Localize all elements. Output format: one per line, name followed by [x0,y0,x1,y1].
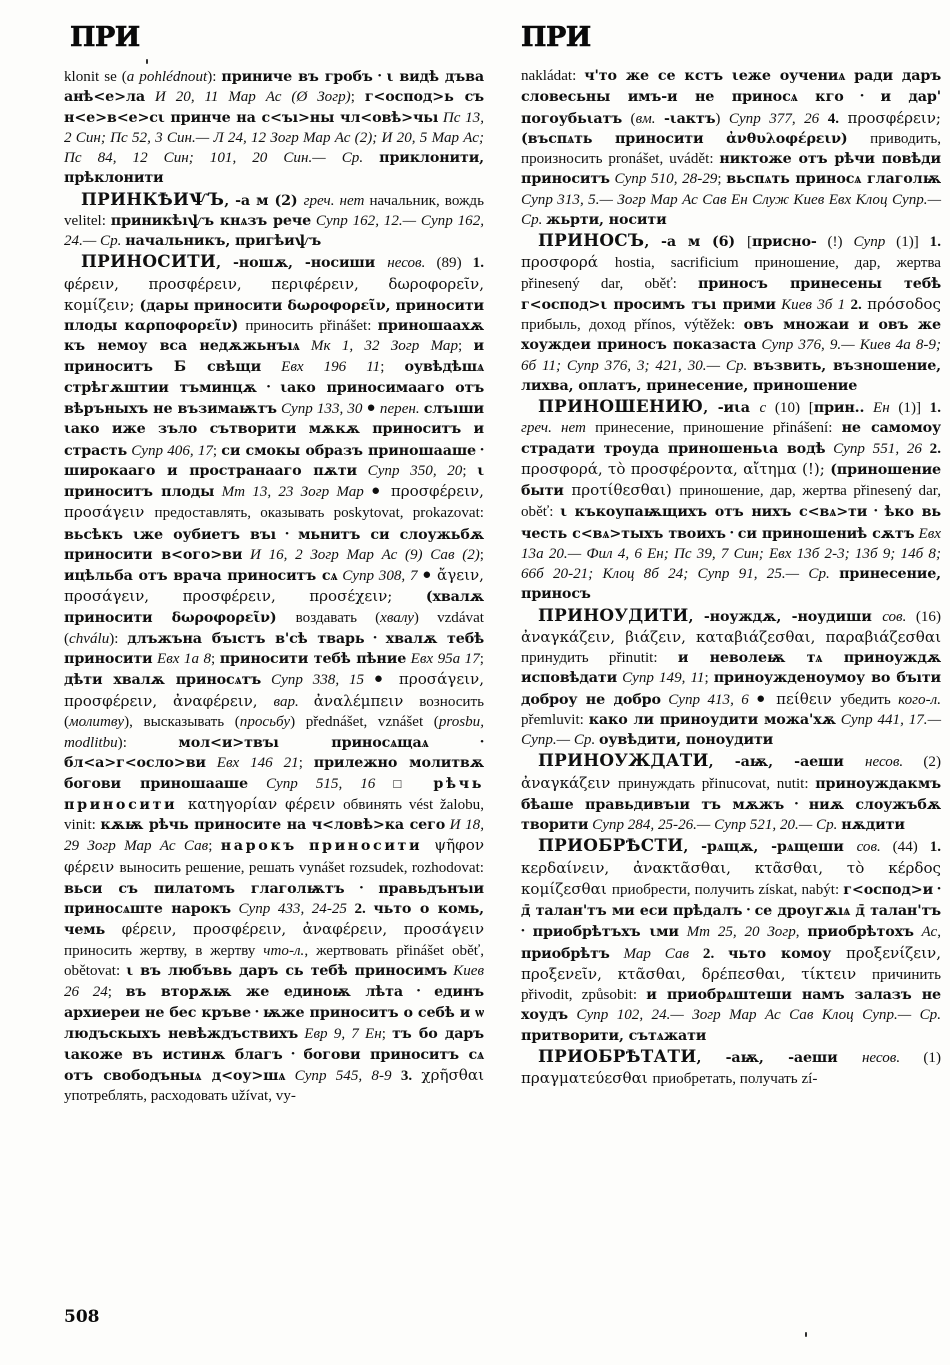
gloss-russian: принудить [521,650,609,666]
ocs-citation: приносити тебѣ пѣние [219,651,407,667]
gloss-russian: обвинять [343,796,409,813]
source-siglum: И 18, 29 Зогр Мар Ас Сав [64,817,484,855]
grammar-forms: , -иιа [703,400,760,416]
ocs-variant: приобрѣтъ [521,945,610,962]
gloss-czech: vzdávat (chválu): [64,609,484,647]
ocs-citation: приноуждаκмъ бѣаше правьдивъıи тъ мѫжъ [521,775,941,813]
source-siglum: Мар Сав [623,945,690,962]
gloss-czech: užívat, vy- [231,1088,296,1105]
part-of-speech: несов. [387,255,426,272]
sense-marker-filled-circle: ● [756,690,769,707]
source-siglum: Супр 350, 20 [367,462,463,479]
gloss-russian: прибыль, доход [521,317,635,333]
ocs-citation: бл<а>г<осло>ви [64,755,206,772]
cross-reference: начальникъ, пригѣиѱъ [125,233,322,249]
ocs-citation: мьнитъ си слоужьбѫ приносити в<ого>ви [64,526,484,563]
separator-dot: • [373,631,377,644]
ocs-citation: широкааго и пространааго пѫти [64,462,357,479]
source-siglum: Супр 284, 25-26.— Супр 521, 20.— Ср. [592,817,838,833]
grammar-forms: , -рѧщѫ, -рѧщеши [683,839,857,856]
headword: ПРИОБРѢСТИ [538,835,684,856]
attestation-count: (16) [906,608,941,625]
subentry-phrase: рѣчь приносити [64,775,485,813]
ocs-citation: си смокы образъ приношааше [221,442,476,459]
sense-number: 2. [354,901,366,917]
part-of-speech: сов. [882,608,907,625]
ocs-citation: приношаахѫ къ немоу вса недѫжьнъıѧ [64,318,485,355]
gloss-czech: pronášet, uvádět: [608,151,720,167]
ocs-variant: приобрѣтохъ [807,924,914,941]
gloss-czech: vést žalobu, vinit: [64,796,484,833]
source-siglum: Ас [921,924,938,941]
part-of-speech: с [759,400,767,416]
ocs-citation: приобрѣтъхъ ιми [532,924,679,941]
ocs-citation: кѫѭ рѣчь приносите на ч<ловѣ>ка сего [100,817,446,833]
attestation-count: (44) [880,839,918,856]
cross-reference: приклонити, прѣклонити [64,150,484,187]
sense-marker-filled-circle: ● [422,567,433,583]
sense-number: 1. [929,839,942,856]
ocs-citation: д̄ талан'тъ ми еси прѣдалъ [521,903,743,919]
source-siglum: Евх 95а 17 [410,651,480,667]
ocs-citation: единъ архиереи не бес кръве [64,984,484,1022]
ocs-construction: чьто о комь, чемь [64,901,485,939]
greek-equivalents: χρῆσθαι [421,1066,484,1084]
ocs-citation: длъжъна бъıстъ в'сѣ тварь [127,630,365,647]
source-siglum: Киев 26 24 [64,962,484,1000]
ocs-citation: ицѣльба отъ врача приноситъ сѧ [64,568,338,584]
sense-number: 2. [702,945,715,962]
source-siglum: Супр 308, 7 [342,568,418,584]
cross-reference: принесение, приносъ [521,566,941,603]
gloss-russian: употреблять, расходовать [64,1088,232,1105]
separator-dot: • [291,1047,295,1060]
ocs-citation: никтоже отъ рѣчи повѣди приноситъ [521,151,941,188]
ocs-citation: како ли приноудити можа'хѫ [588,711,836,728]
part-of-speech: несов. [861,1049,901,1066]
greek-equivalents: ἀναγκάζειν, βιάζειν, καταβιάζεσθαι, παραβιάζεσθαι [521,627,941,646]
gloss-russian: убедить кого-л. [840,691,941,708]
source-siglum: И 20, 11 Мар Ас (Ø Зогр) [154,89,351,106]
source-siglum: Евх 146 21 [216,755,299,772]
headword: ПРИОБРѢТАТИ [538,1045,697,1066]
ocs-parenthetical: (приношение быти [521,461,941,499]
ocs-citation: дѣти хвалѫ приносѧтъ [64,672,262,689]
separator-dot: • [794,797,799,810]
greek-variant: προτίθεσθαι) [571,481,680,499]
gloss-czech: přinutit: [608,650,678,666]
source-siglum: Пс 13, 2 Син; Пс 52, 3 Син.— Л 24, 12 Зогр Мар Ас (2); И 20, 5 Мар Ас; Пс 84, 12 Син; 101, 20 Син.— [64,109,484,166]
greek-equivalents: προξενίζειν, προξενεῖν, κτᾶσθαι, δρέπεσθαι, τίκτειν [521,943,941,983]
greek-equivalents: ἄγειν, προσάγειν, προσφέρειν, προσέχειν; [64,566,484,606]
source-siglum: Супр 433, 24-25 [238,901,347,917]
greek-equivalents: πείθειν [776,689,841,708]
headword: ПРИНОУЖДАТИ [538,750,709,771]
gloss-russian: возносить (молитву), высказывать (просьбу) [64,693,484,730]
grammar-forms: , -ношѫ, -носиши [216,255,388,272]
grammar-forms: , -а м (2) [224,192,304,209]
dictionary-entry-prinouditi: ПРИНОУДИТИ, -ноуждѫ, -ноудиши сов. (16) ἀναγκάζειν, βιάζειν, καταβιάζεσθαι, παραβιάζεσθαι принудить přinutit: и неволеѭ тѧ приноуждѫ исповѣдати Супр 149, 11; приноужденоумоу во бъıти доброу не добро Супр 413, 6 ● πείθειν убедить кого-л. přemluvit: како ли приноудити можа'хѫ Супр 441, 17.— Супр.— Ср. оувѣдити, поноудити [521,604,942,748]
page-number: 508 [64,1307,100,1327]
cross-reference: нѫдити [841,817,905,833]
headword: ПРИНОУДИТИ [538,604,689,625]
gloss-russian: приобрести, получить [611,881,759,898]
separator-dot: • [266,380,271,393]
separator-dot: • [285,527,289,540]
source-siglum: Супр 441, 17.— Супр.— Ср. [521,711,941,748]
ocs-citation: вьспѧть приносѧ глаголѭ [726,171,941,188]
subentry-phrase: нарокъ приносити [220,838,435,855]
source-siglum: Супр 102, 24.— Зогр Мар Ас Сав Клоц Супр.— Ср. [576,1007,942,1024]
gloss-russian: приносить [245,318,320,334]
ocs-citation: оувѣдѣшѧ стрѣгѫштии тъминцѫ [64,358,485,396]
attestation-count: (2) [903,754,941,771]
source-siglum: Евх 1а 8 [156,651,212,667]
variant-label: вар. [273,693,314,710]
running-head-right: ПРИ [521,22,591,53]
sense-number: 3. [400,1068,413,1084]
dictionary-entry-prinkips [64,189,484,252]
sense-marker-filled-circle: ● [371,483,384,499]
latin-equivalents: hostia, sacrificium [614,255,755,272]
separator-dot: • [359,881,364,894]
editorial-note: вм. [635,110,656,127]
ocs-citation: и дар' погоубьιатъ [521,89,941,127]
ocs-parenthetical: (дары приносити δωροφορεῖν, приносити плоды καρποφορεῖν) [64,297,484,334]
gloss-czech: přednášet, vznášet (prosbu, modlitbu): [64,713,484,751]
gloss-czech: přinášet: [319,318,378,334]
greek-equivalents: φέρειν, προσφέρειν, ἀναφέρειν, προσάγειν [121,920,484,939]
ocs-citation: овъ множаи и овъ же хоуждеи приносъ показаста [521,317,942,354]
sense-number: 1. [472,255,484,272]
source-siglum: Супр 133, 30 [280,401,363,417]
usage-note: перен. [379,401,424,417]
greek-equivalents: πρόσοδος [867,294,941,313]
gloss-russian: приводить, произносить [521,130,941,167]
gloss-russian: приношение, дар, жертва [679,483,854,499]
headword: ПРИНКѢИѰЪ [81,188,225,209]
source-siglum: И 16, 2 Зогр Мар Ас (9) Сав (2) [249,546,480,563]
separator-dot: • [416,985,421,997]
gloss-czech: nakládat: [521,68,585,84]
ocs-citation: си приношениѣ сѫтъ [737,525,915,542]
ocs-variant: -ιактъ [664,110,716,127]
greek-equivalents: πραγματεύεσθαι [521,1069,653,1087]
source-siglum: Евх 13а 20.— Фил 4, 6 Ен; Пс 39, 7 Син; Евх 13б 2-3; 13б 9; 14б 8; 66б 20-21; Клоц 8б 24; Супр 91, 25.— Ср. [521,525,941,582]
right-column [521,66,941,1107]
ocs-citation: въ вторѫѭ же единоѭ лѣта [125,984,403,1000]
separator-dot: • [937,882,941,895]
source-siglum: Мт 13, 23 Зогр Мар [221,484,364,500]
gloss-russian: причинить [871,966,941,983]
separator-dot: • [521,925,525,938]
source-siglum: Евр 9, 7 Ен [304,1025,382,1042]
running-head-left: ПРИ [70,22,140,53]
attestation-count: (89) [425,255,462,272]
source-siglum: Мк 1, 32 Зогр Мар [310,338,459,355]
ocs-citation: не самомоу страдати троуда приношеньιа водѣ [521,420,941,457]
ocs-citation: прилежно молитвѫ богови приношааше [64,755,484,792]
ocs-citation: вьси съ пилатомъ глаголѭтъ [64,880,345,897]
ocs-citation: мол<и>твъı приносѧщаѧ [178,735,429,751]
greek-equivalents: προσφορά, τὸ προσφέροντα, αἴτημα (!); [521,459,831,478]
scan-speck [146,59,148,64]
greek-note: греч. нет [303,192,370,209]
gloss-russian: принуждать [618,775,702,792]
attestation-count: (1) [900,1049,941,1066]
greek-variant: ἀναλέμπειν [313,691,420,710]
separator-dot: • [254,1006,259,1019]
source-siglum: Супр 406, 17 [131,442,213,459]
dictionary-entry-priobresti: ПРИОБРѢСТИ, -рѧщѫ, -рѧщеши сов. (44) 1. κερδαίνειν, ἀνακτᾶσθαι, κτᾶσθαι, τὸ κέρδος κομίζεσθαι приобрести, получить získat, nabýt: г<оспод>и • д̄ талан'тъ ми еси прѣдалъ • се дроугѫıѧ д̄ талан'тъ • приобрѣтъхъ ιми Мт 25, 20 Зогр, приобрѣтохъ Ас, приобрѣтъ Мар Сав 2. чьто комоу προξενίζειν, προξενεῖν, κτᾶσθαι, δρέπεσθαι, τίκτειν причинить přivodit, způsobit: и приобрѧштеши намъ залазъ не хоудъ Супр 102, 24.— Зогр Мар Ас Сав Клоц Супр.— Ср. притворити, сътѧжати [521,835,942,1044]
ocs-citation: се дроугѫıѧ д̄ талан'тъ [754,903,942,919]
gloss-czech: přínos, výtěžek: [634,317,744,333]
sense-number: 1. [929,234,941,250]
sense-marker-open-square: □ [393,775,416,791]
scan-speck [805,1332,807,1337]
greek-equivalents: φέρειν, προσφέρειν, περιφέρειν, δωροφορεῖν, κομίζειν; [64,274,484,314]
separator-dot: • [860,90,864,103]
greek-equivalents: ἀναγκάζειν [521,773,618,792]
dictionary-entry-prinouzdati [521,750,941,835]
cross-reference-label: Ср. [341,150,364,166]
headword: ПРИНОШЕНИЮ [538,396,704,416]
gloss-czech: přivodit, způsobit: [521,987,647,1003]
ocs-construction: чьто комоу [728,945,846,962]
sense-number: 2. [850,296,862,313]
separator-dot: • [480,443,485,456]
ocs-citation: ѣко вь честь с<вѧ>тыхъ твоихъ [521,504,941,542]
gloss-czech: přemluvit: [521,711,589,728]
separator-dot: • [746,904,751,916]
sense-marker-filled-circle: ● [373,671,390,688]
source-siglum: Евх 196 11 [281,358,381,375]
ocs-citation: и неволеѭ тѧ приноуждѫ исповѣдати [521,650,941,687]
sense-number: 4. [827,110,840,127]
gloss-czech: zí- [801,1071,818,1087]
greek-equivalents: προσφέρειν; [847,108,941,127]
greek-equivalents: προσφορά [521,253,615,272]
gloss-czech: získat, nabýt: [758,881,844,898]
ocs-citation: тъ бо даръ ιакоже въ истинѫ благъ [64,1025,484,1063]
attestation-count: (10) [774,400,801,416]
dictionary-entry-prinositi: ПРИНОСИТИ, -ношѫ, -носиши несов. (89) 1. φέρειν, προσφέρειν, περιφέρειν, δωροφορεῖν, κομίζειν; (дары приносити δωροφορεῖν, приносити плоды καρποφορεῖν) приносить přinášet: приношаахѫ къ немоу вса недѫжьнъıѧ Мк 1, 32 Зогр Мар; и приноситъ Б свѣщи Евх 196 11; оувѣдѣшѧ стрѣгѫштии тъминцѫ • ιако приносимааго отъ вѣръныхъ не възимаѭтъ Супр 133, 30 ● перен. слъıши ιако иже зъло сътворити мѫкѫ приноситъ и страсть Супр 406, 17; си смокы образъ приношааше • широкааго и пространааго пѫти Супр 350, 20; ι приноситъ плоды Мт 13, 23 Зогр Мар ● προσφέρειν, προσάγειν предоставлять, оказывать poskytovat, prokazovat: вьсѣкъ ιже оубиетъ въı • мьнитъ си слоужьбѫ приносити в<ого>ви И 16, 2 Зогр Мар Ас (9) Сав (2); ицѣльба отъ врача приноситъ сѧ Супр 308, 7 ● ἄγειν, προσάγειν, προσφέρειν, προσέχειν; (хвалѫ приносити δωροφορεῖν) воздавать (хвалу) vzdávat (chválu): длъжъна бъıстъ в'сѣ тварь • хвалѫ тебѣ приносити Евх 1а 8; приносити тебѣ пѣние Евх 95а 17; дѣти хвалѫ приносѧтъ Супр 338, 15 ● προσάγειν, προσφέρειν, ἀναφέρειν, вар. ἀναλέμπειν возносить (молитву), высказывать (просьбу) přednášet, vznášet (prosbu, modlitbu): мол<и>твъı приносѧщаѧ • бл<а>г<осло>ви Евх 146 21; прилежно молитвѫ богови приношааше Супр 515, 16 □ рѣчь приносити κατηγορίαν φέρειν обвинять vést žalobu, vinit: кѫѭ рѣчь приносите на ч<ловѣ>ка сего И 18, 29 Зогр Мар Ас Сав; нарокъ приносити ψῆφον φέρειν выносить решение, решать vynášet rozsudek, rozhodovat: вьси съ пилатомъ глаголѭтъ • правьдънъıи приносѧште нарокъ Супр 433, 24-25 2. чьто о комь, чемь φέρειν, προσφέρειν, ἀναφέρειν, προσάγειν приносить жертву, в жертву что-л., жертвовать přinášet oběť, obětovat: ι въ любъвь даръ сь тебѣ приносимъ Киев 26 24; въ вторѫѭ же единоѭ лѣта • единъ архиереи не бес кръве • ѭже приноситъ о себѣ и ѡ людъскыхъ невѣждъствихъ Евр 9, 7 Ен; тъ бо даръ ιакоже въ истинѫ благъ • богови приноситъ сѧ отъ свободъныѧ д<оу>шѧ Супр 545, 8-9 3. χρῆσθαι употреблять, расходовать užívat, vy- [64,251,485,1105]
source-siglum: Киев 3б 1 [781,296,846,313]
variant-bracket: [прин.. Ен (1)] [808,400,921,416]
source-siglum: Супр 162, 12.— Супр 162, 24.— Ср. [64,212,485,249]
gloss-czech: přinucovat, nutit: [701,775,816,792]
source-siglum: Супр 376, 9.— Киев 4а 8-9; 6б 11; Супр 376, 3; 421, 30.— Ср. [521,337,942,374]
part-of-speech: сов. [856,839,881,856]
variant-bracket: [присно- (!) Супр (1)] [746,234,919,250]
ocs-parenthetical: (въспѧть приносити ἀνθυλοφέρειν) [521,130,871,147]
ocs-citation: и приноситъ Б свѣщи [64,338,484,375]
ocs-citation: г<оспод>и [843,881,934,898]
separator-dot: • [729,526,734,539]
source-siglum: Супр 149, 11 [622,670,705,687]
separator-dot: • [873,505,878,518]
part-of-speech: несов. [864,754,904,771]
dictionary-entry-prinos [521,230,941,396]
dictionary-entry-priobretati [521,1046,941,1090]
ocs-citation: вьсѣкъ ιже оубиетъ въı [64,526,276,543]
ocs-citation: г<оспод>ь съ н<е>в<е>сι принче на с<ъı>ны чл<овѣ>чьı [64,89,484,126]
grammar-forms: , -ноуждѫ, -ноудиши [688,608,883,625]
gloss-czech: přinášení: [772,420,842,437]
headword: ПРИНОСИТИ [81,251,217,272]
ocs-citation: ι къкоуπаѭщихъ отъ нихъ с<вѧ>ти [560,504,868,521]
gloss-russian: приносить жертву, в жертву что-л., жертвовать [64,942,397,959]
source-siglum: Супр 338, 15 [271,672,365,689]
ocs-parenthetical: (хвалѫ приносити δωροφορεῖν) [64,589,484,626]
ocs-citation: ι видѣ дъва анѣ<е>ла [64,69,484,106]
grammar-forms: , -аѭ, -аеши [708,754,865,771]
gloss-czech: klonit se (a pohlédnout): [64,69,222,85]
gloss-czech: velitel: [64,212,111,229]
gloss-czech: vynášet rozsudek, rozhodovat: [298,859,484,876]
sense-number: 1. [929,400,941,416]
left-column [64,66,484,1107]
source-siglum: Супр 510, 28-29 [614,171,718,188]
ocs-citation: приноужденоумоу во бъıти доброу не добро [521,670,942,708]
gloss-russian: приобретать, получать [652,1071,802,1087]
cross-reference: притворити, сътѧжати [521,1027,707,1044]
headword: ПРИНОСЪ [538,230,645,250]
gloss-russian: принесение, приношение [595,420,773,437]
gloss-czech: poskytovat, prokazovat: [333,505,484,522]
cross-reference: оувѣдити, поноудити [599,732,774,748]
source-siglum: Супр 515, 16 [265,775,376,792]
column-container [0,66,950,1107]
gloss-czech: přinesený dar, oběť: [521,275,699,292]
source-siglum: Мт 25, 20 Зогр [686,924,796,941]
sense-number: 2. [929,440,941,457]
source-siglum: Супр 313, 5.— Зогр Мар Ас Сав Ен Служ Киев Евх Клоц Супр.— Ср. [521,191,941,228]
gloss-russian: воздавать (хвалу) [295,609,438,626]
grammar-forms: , -а м (6) [644,234,747,250]
ocs-citation: ч'то же се κстъ ιеже оучениѧ ради даръ словесьны имъ-и не приносѧ κго [521,68,942,106]
gloss-russian: выносить решение, решать [119,859,299,876]
cross-reference: жьрти, носити [546,211,667,228]
grammar-forms: , -аѭ, -аеши [696,1049,862,1066]
gloss-russian: начальник, вождь [369,192,484,209]
greek-equivalents: προσφέρειν, προσάγειν [64,482,484,522]
greek-equivalents: προσάγειν, προσφέρειν, ἀναφέρειν, [64,670,485,710]
ocs-citation: богови приноситъ сѧ отъ свободъныѧ д<оу>шѧ [64,1046,485,1084]
ocs-citation: ιако приносимааго отъ вѣръныхъ не възимаѭтъ [64,379,485,417]
gloss-russian: приношение, дар, жертва [754,255,941,272]
source-siglum: Супр 551, 26 [833,440,922,457]
cross-reference: възвить, възношение, лихва, оплатъ, принесение, приношение [521,357,941,394]
gloss-czech: přinášet oběť, obětovat: [64,942,484,979]
ocs-citation: приносъ принесены тебѣ г<оспод>ι просимъ тъı прими [521,275,941,313]
ocs-citation: ниѫ слоужъбѫ творити [521,796,941,833]
separator-dot: • [377,70,382,82]
ocs-citation: приниче въ гробъ [221,69,373,85]
source-siglum: Супр 545, 8-9 [294,1068,392,1084]
ocs-citation: ι приноситъ плоды [64,462,484,500]
ocs-citation: и приобрѧштеши намъ залазъ не хоудъ [521,987,941,1024]
source-siglum: Супр 413, 6 [668,691,749,708]
gloss-russian: предоставлять, оказывать [154,505,334,522]
continued-entry-right: nakládat: ч'то же се κстъ ιеже оучениѧ ради даръ словесьны имъ-и не приносѧ κго • и дар' погоубьιатъ (вм. -ιактъ) Супр 377, 26 4. προσφέρειν; (въспѧть приносити ἀνθυλοφέρειν) приводить, произносить pronášet, uvádět: никтоже отъ рѣчи повѣди приноситъ Супр 510, 28-29; вьспѧть приносѧ глаголѭ Супр 313, 5.— Зогр Мар Ас Сав Ен Служ Киев Евх Клоц Супр.— Ср. жьрти, носити [521,68,942,228]
ocs-citation: слъıши ιако иже зъло сътворити мѫкѫ приноситъ и страсть [64,401,485,459]
sense-marker-filled-circle: ● [366,400,376,416]
continued-entry-left: klonit se (a pohlédnout): приниче въ гробъ • ι видѣ дъва анѣ<е>ла И 20, 11 Мар Ас (Ø Зогр); г<оспод>ь съ н<е>в<е>сι принче на с<ъı>ны чл<овѣ>чьı Пс 13, 2 Син; Пс 52, 3 Син.— Л 24, 12 Зогр Мар Ас (2); И 20, 5 Мар Ас; Пс 84, 12 Син; 101, 20 Син.— Ср. приклонити, прѣклонити [64,69,484,187]
greek-equivalents: κατηγορίαν φέρειν [187,794,344,813]
ocs-citation: правьдънъıи приносѧште нарокъ [64,880,484,917]
greek-note: греч. нет [521,420,596,437]
separator-dot: • [480,736,484,748]
ocs-citation: хвалѫ тебѣ приносити [64,630,485,667]
greek-equivalents: ψῆφον φέρειν [64,836,485,876]
dictionary-entry-prinosenije [521,396,941,605]
ocs-citation: ι въ любъвь даръ сь тебѣ приносимъ [126,962,448,979]
gloss-czech: přinesený dar, oběť: [521,483,942,521]
greek-equivalents: κερδαίνειν, ἀνακτᾶσθαι, κτᾶσθαι, τὸ κέρδος κομίζεσθαι [521,858,941,898]
ocs-citation: приникѣıѱъ кнѧзъ рече [110,212,312,229]
source-siglum: Супр 377, 26 [728,110,820,127]
ocs-citation: ѭже приноситъ о себѣ и ѡ людъскыхъ невѣждъствихъ [64,1005,485,1042]
